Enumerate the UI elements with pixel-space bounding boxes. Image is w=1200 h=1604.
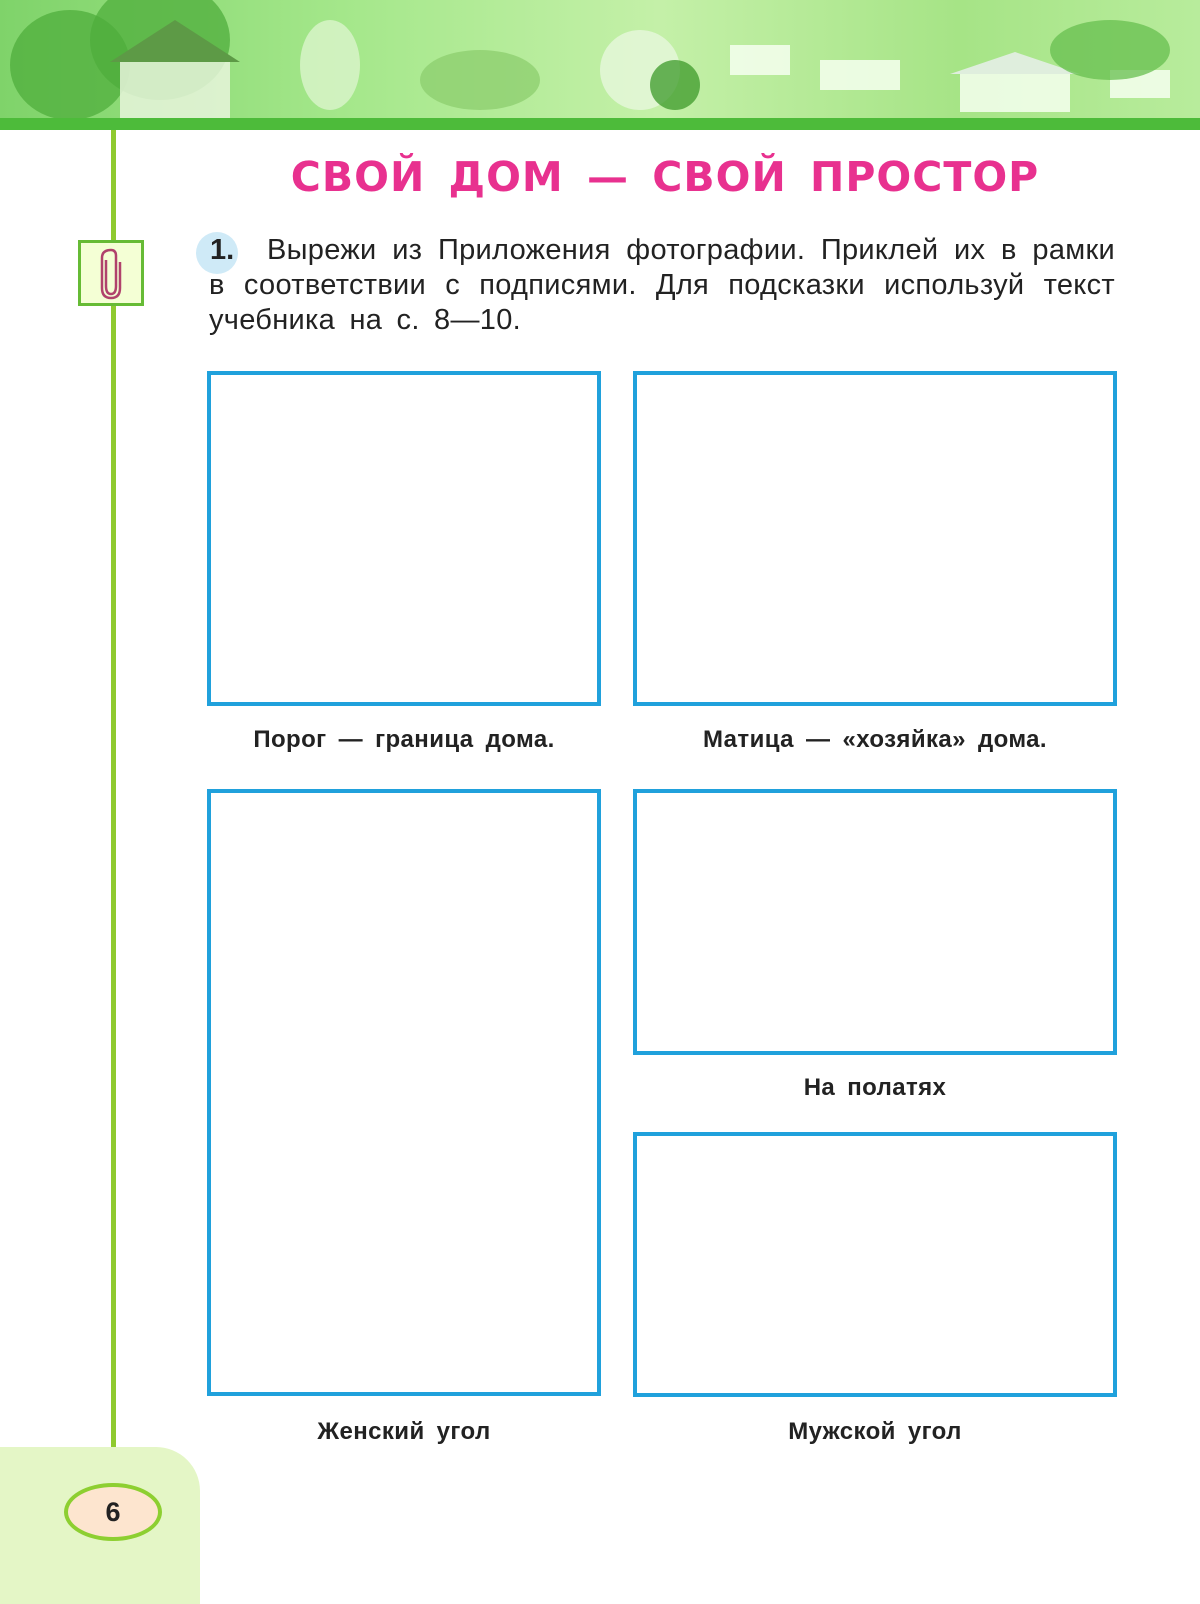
- header-banner-image: [0, 0, 1200, 118]
- photo-frame-porog[interactable]: [207, 371, 601, 706]
- task-number: 1.: [210, 234, 235, 266]
- header-divider: [0, 118, 1200, 130]
- frame-caption: Женский угол: [317, 1418, 491, 1445]
- photo-frame-matitsa[interactable]: [633, 371, 1117, 706]
- photo-frame-muzhskoy-ugol[interactable]: [633, 1132, 1117, 1397]
- page-number: 6: [64, 1483, 162, 1541]
- margin-line: [111, 130, 116, 1475]
- page-title: СВОЙ ДОМ — СВОЙ ПРОСТОР: [290, 153, 1040, 201]
- frame-caption: Мужской угол: [788, 1418, 962, 1445]
- photo-frame-zhensky-ugol[interactable]: [207, 789, 601, 1396]
- frame-caption: Матица — «хозяйка» дома.: [702, 726, 1047, 753]
- task-instructions: Вырежи из Приложения фотографии. Приклей их в рамки в соответствии с подписями. Для подсказки используй текст учебника на с. 8—10.: [209, 234, 1115, 336]
- photo-frame-na-polatyah[interactable]: [633, 789, 1117, 1055]
- paperclip-icon: [78, 240, 144, 306]
- frame-caption: Порог — граница дома.: [253, 726, 555, 753]
- frame-caption: На полатях: [803, 1074, 947, 1101]
